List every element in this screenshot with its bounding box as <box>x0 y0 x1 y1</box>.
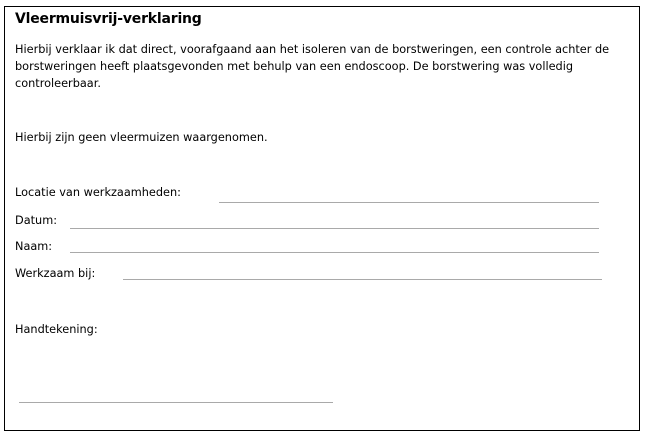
field-label-locatie: Locatie van werkzaamheden: <box>15 186 181 199</box>
field-label-naam: Naam: <box>15 240 53 253</box>
intro-paragraph: Hierbij verklaar ik dat direct, voorafgaand aan het isoleren van de borstweringen, een controle achter de borstweringen heeft plaatsgevonden met behulp van een endoscoop. De borstwering was volledig controleerbaar. <box>15 43 610 90</box>
document-title: Vleermuisvrij-verklaring <box>15 11 202 27</box>
field-line-locatie[interactable] <box>219 202 599 203</box>
field-line-werkzaam-bij[interactable] <box>123 279 602 280</box>
field-line-naam[interactable] <box>70 252 599 253</box>
signature-line[interactable] <box>19 402 333 403</box>
field-label-datum: Datum: <box>15 214 58 227</box>
field-label-werkzaam-bij: Werkzaam bij: <box>15 267 96 280</box>
field-line-datum[interactable] <box>70 228 599 229</box>
statement-text: Hierbij zijn geen vleermuizen waargenomen. <box>15 131 268 144</box>
signature-label: Handtekening: <box>15 323 98 336</box>
